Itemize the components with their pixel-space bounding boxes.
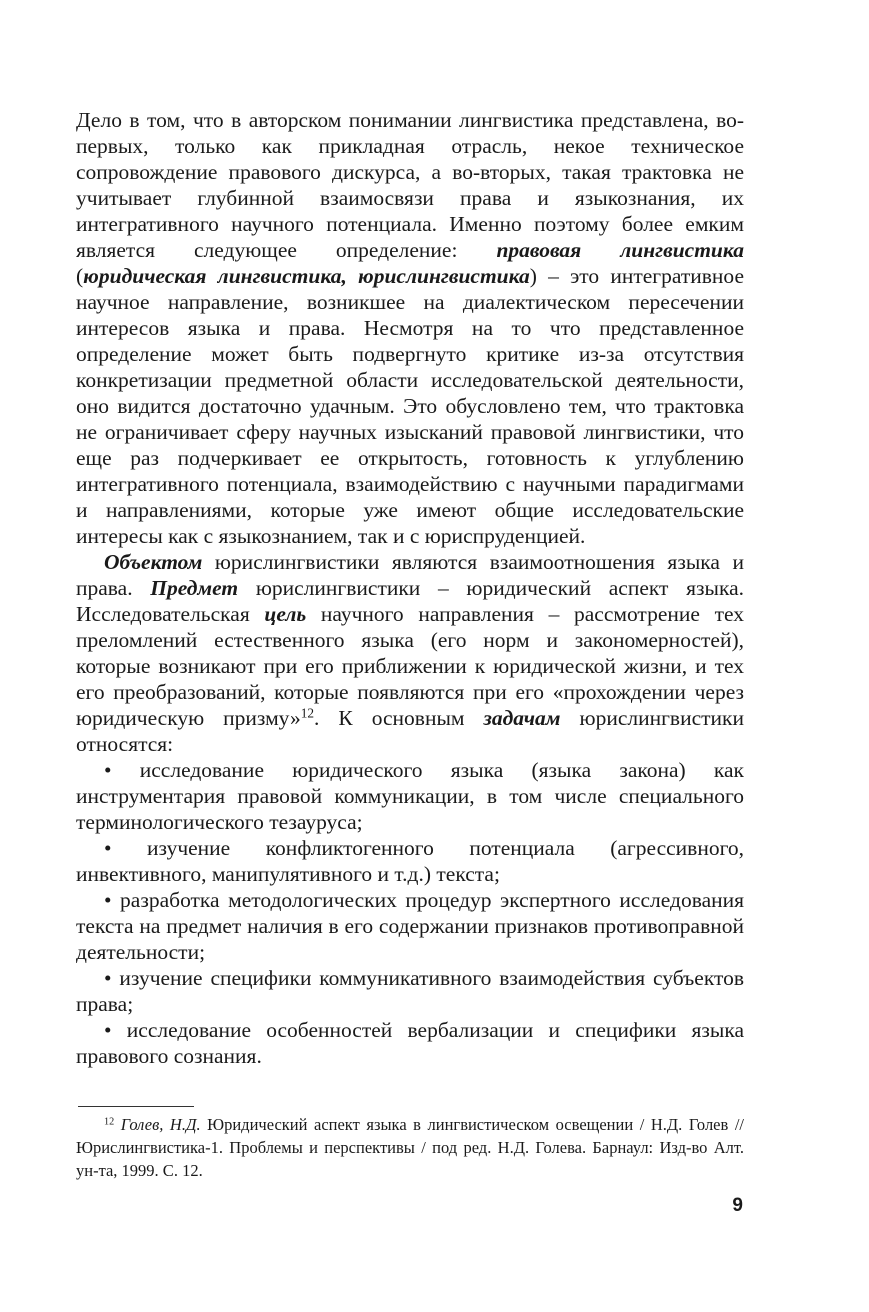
list-item [76, 835, 744, 887]
paragraph-object-subject [76, 549, 744, 757]
list-item [76, 887, 744, 965]
bullet-icon: • [104, 758, 112, 782]
list-item-text: исследование особенностей вербализации и специфики языка правового сознания. [76, 1018, 744, 1068]
paragraph-text: . К основным [314, 706, 484, 730]
term-object: Объектом [104, 550, 203, 574]
footnote-reference[interactable]: 12 [300, 705, 315, 721]
list-item-text: изучение специфики коммуникативного взаимодействия субъектов права; [76, 966, 744, 1016]
paragraph-definition [76, 107, 744, 549]
paragraph-text: юрислингвистики являются взаимоотношения языка и права. [76, 550, 744, 600]
list-item-text: изучение конфликтогенного потенциала (агрессивного, инвективного, манипулятивного и т.д.) текста; [76, 836, 744, 886]
term-tasks: задачам [483, 706, 561, 730]
paragraph-text: научного направления – рассмотрение тех преломлений естественного языка (его норм и закономерностей), которые возникают при его приближении к юридической жизни, и тех его преобразований, которые появляются при его «прохождении через юридическую призму» [76, 602, 744, 730]
term-legal-linguistics: правовая лингвистика [496, 238, 744, 262]
footnote-number: 12 [104, 1116, 115, 1128]
list-item-text: исследование юридического языка (языка закона) как инструментария правовой коммуникации, в том числе специального терминологического тезауруса; [76, 758, 744, 834]
paragraph-text: ) – это интегративное научное направление, возникшее на диалектическом пересечении интересов языка и права. Несмотря на то что представленное определение может быть подвергнуто критике из-за отсутствия конкретизации предметной области исследовательской деятельности, оно видится достаточно удачным. Это обусловлено тем, что трактовка не ограничивает сферу научных изысканий правовой лингвистики, что еще раз подчеркивает ее открытость, готовность к углублению интегративного потенциала, взаимодействию с научными парадигмами и направлениями, которые уже имеют общие исследовательские интересы как с языкознанием, так и с юриспруденцией. [76, 264, 744, 548]
bullet-icon: • [104, 1018, 112, 1042]
footnote-author: Голев, Н.Д. [120, 1115, 201, 1134]
list-item-text: разработка методологических процедур экспертного исследования текста на предмет наличия в его содержании признаков противоправной деятельности; [76, 888, 745, 964]
bullet-icon: • [104, 966, 112, 990]
list-item [76, 1017, 744, 1069]
footnote-text: Юридический аспект языка в лингвистическом освещении / Н.Д. Голев // Юрислингвистика-1. Проблемы и перспективы / под ред. Н.Д. Голева. Барнаул: Изд-во Алт. ун-та, 1999. С. 12. [76, 1115, 745, 1180]
paragraph-text: Дело в том, что в авторском понимании лингвистика представлена, во-первых, только как прикладная отрасль, некое техническое сопровождение правового дискурса, а во-вторых, такая трактовка не учитывает глубинной взаимосвязи права и языкознания, их интегративного научного потенциала. Именно поэтому более емким является следующее определение: [76, 108, 744, 262]
term-juridical-linguistics: юридическая лингвистика, юрислингвистика [83, 264, 530, 288]
paragraph-text: ( [76, 264, 84, 288]
term-goal: цель [264, 602, 307, 626]
bullet-icon: • [104, 836, 112, 860]
main-text [76, 107, 744, 1069]
footnote [76, 1113, 744, 1182]
term-subject: Предмет [150, 576, 239, 600]
bullet-icon: • [104, 888, 112, 912]
list-item [76, 757, 744, 835]
list-item [76, 965, 744, 1017]
paragraph-text: юрислингвистики – юридический аспект языка. Исследовательская [76, 576, 744, 626]
footnote-divider [78, 1106, 194, 1107]
paragraph-text: юрислингвистики относятся: [76, 706, 744, 756]
page-number: 9 [732, 1195, 743, 1216]
